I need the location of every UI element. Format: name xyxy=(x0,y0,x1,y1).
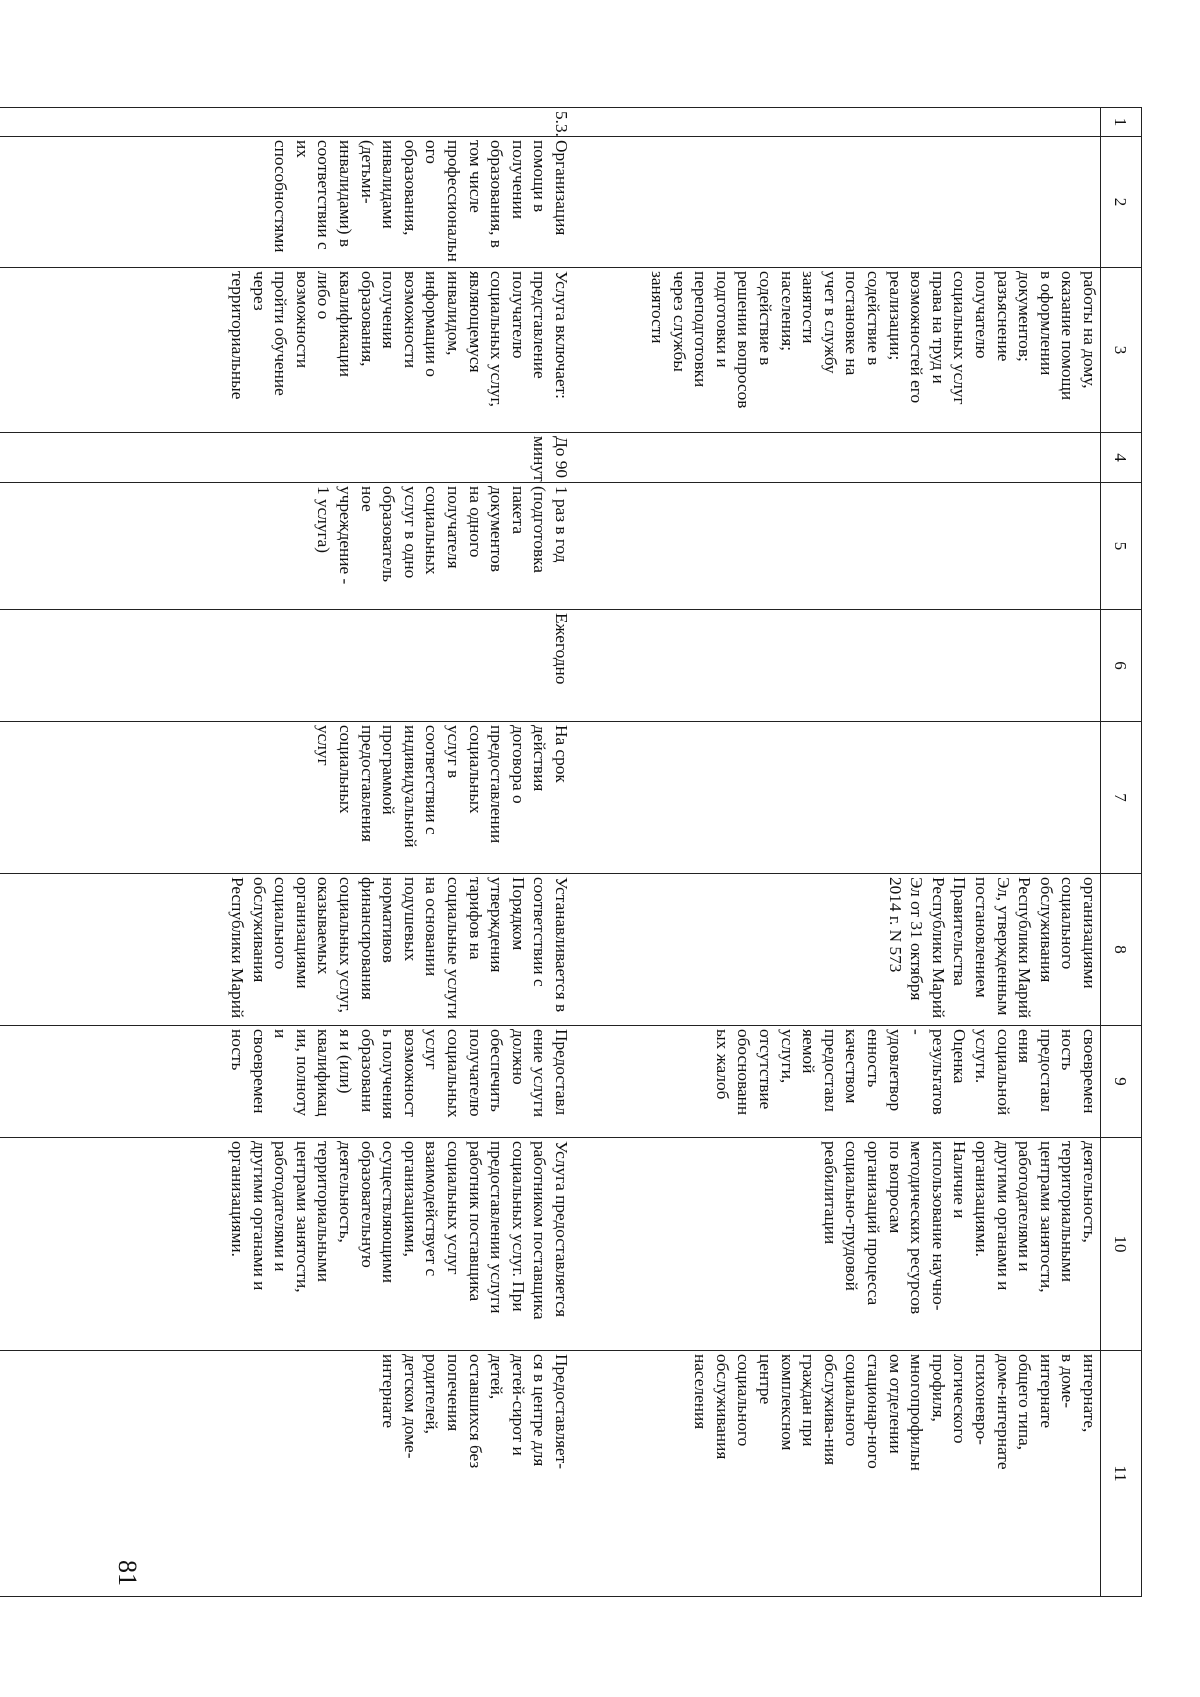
cell-quality-indicators: Предоставл ение услуги должно обеспечить получателю социальных услуг возможност ь получения образовани я и (или) квалификац ии, полноту и своевремен ность xyxy=(0,1026,572,1138)
cell-conditions: деятельность, территориальными центрами занятости, работодателями и другими органами и организациями. Наличие и использование научно- методических ресурсов по вопросам организаций процесса социально-трудовой реабилитации xyxy=(584,1138,1101,1351)
cell-provider-type: интернате, в доме- интернате общего типа, доме-интернате психоневро- логического профиля, многопрофильн ом отделении стационар-ного социального обслужива-ния граждан при комплексном центре социального обслуживания населения xyxy=(584,1351,1101,1597)
column-number-11: 11 xyxy=(1101,1351,1142,1597)
cell-volume xyxy=(584,483,1101,610)
column-number-7: 7 xyxy=(1101,722,1142,874)
cell-service-name: Организация помощи в получении образования, в том числе профессиональн ого образования, инвалидами (детьми- инвалидами) в соответствии с их способностями xyxy=(0,137,572,268)
cell-duration: До 90 минут xyxy=(0,433,572,483)
column-number-6: 6 xyxy=(1101,610,1142,722)
cell-service-description: работы на дому, оказание помощи в оформлении документов; разъяснение получателю социальных услуг права на труд и возможностей его реализации; содействие в постановке на учет в службу занятости населения; содействие в решении вопросов подготовки и переподготовки через службы занятости xyxy=(584,268,1101,433)
cell-service-description: Услуга включает: представление получателю социальных услуг, являющемуся инвалидом, информации о возможности получения образования, квалификации либо о возможности пройти обучение через территориальные xyxy=(0,268,572,433)
table-row-5-3 xyxy=(0,108,572,1597)
column-number-5: 5 xyxy=(1101,483,1142,610)
column-number-4: 4 xyxy=(1101,433,1142,483)
column-number-1: 1 xyxy=(1101,108,1142,137)
row-gap xyxy=(572,108,584,1597)
cell-term xyxy=(584,722,1101,874)
cell-service-name xyxy=(584,137,1101,268)
cell-tariff: организациями социального обслуживания Республики Марий Эл, утвержденным постановлением Правительства Республики Марий Эл от 31 октября 2014 г. N 573 xyxy=(584,874,1101,1026)
column-number-2: 2 xyxy=(1101,137,1142,268)
cell-volume: 1 раз в год (подготовка пакета документов на одного получателя социальных услуг в одно образователь ное учреждение - 1 услуга) xyxy=(0,483,572,610)
cell-frequency: Ежегодно xyxy=(0,610,572,722)
cell-frequency xyxy=(584,610,1101,722)
column-number-9: 9 xyxy=(1101,1026,1142,1138)
cell-quality-indicators: своевремен ность предоставл ения социальной услуги. Оценка результатов - удовлетвор енность качеством предоставл яемой услуги, отсутствие обоснованн ых жалоб xyxy=(584,1026,1101,1138)
column-number-8: 8 xyxy=(1101,874,1142,1026)
cell-term: На срок действия договора о предоставлении социальных услуг в соответствии с индивидуальной программой предоставления социальных услуг xyxy=(0,722,572,874)
cell-tariff: Устанавливается в соответствии с Порядком утверждения тарифов на социальные услуги на основании подушевых нормативов финансирования социальных услуг, оказываемых организациями социального обслуживания Республики Марий xyxy=(0,874,572,1026)
cell-number xyxy=(584,108,1101,137)
page-number: 81 xyxy=(113,1560,142,1586)
services-table xyxy=(0,107,1142,1597)
cell-duration xyxy=(584,433,1101,483)
column-number-3: 3 xyxy=(1101,268,1142,433)
table-row-continuation xyxy=(584,108,1101,1597)
cell-provider-type: Предоставляет- ся в центре для детей-сирот и детей, оставшихся без попечения родителей, детском доме- интернате xyxy=(0,1351,572,1597)
column-number-row xyxy=(1101,108,1142,1597)
cell-number: 5.3. xyxy=(0,108,572,137)
cell-conditions: Услуга предоставляется работником поставщика социальных услуг. При предоставлении услуги работник поставщика социальных услуг взаимодействует с организациями, осуществляющими образовательную деятельность, территориальными центрами занятости, работодателями и другими органами и организациями. xyxy=(0,1138,572,1351)
column-number-10: 10 xyxy=(1101,1138,1142,1351)
